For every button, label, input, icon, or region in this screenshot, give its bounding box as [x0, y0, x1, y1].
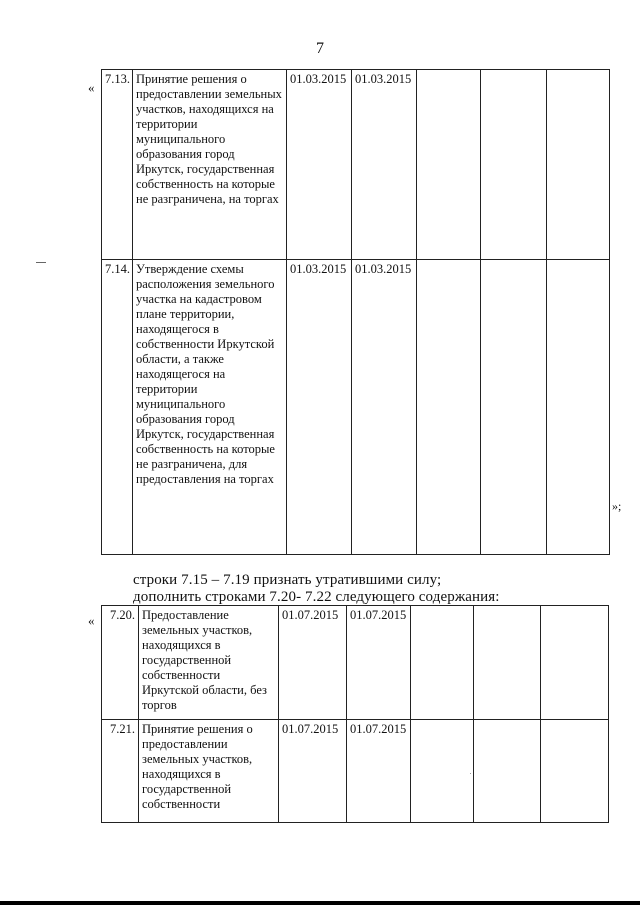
end-date: 01.03.2015	[352, 260, 417, 555]
table-row-7-20	[102, 606, 609, 720]
service-name: Принятие решения о предоставлении земельных участков, находящихся в государственной собственности	[139, 720, 279, 823]
empty-cell	[474, 606, 541, 720]
row-number: 7.14.	[102, 260, 133, 555]
table-rows-7-13-7-14	[101, 69, 610, 555]
empty-cell	[541, 720, 609, 823]
closing-quote-mark: »;	[612, 499, 622, 513]
scan-speck	[470, 773, 471, 774]
page-number: 7	[316, 40, 324, 57]
empty-cell	[417, 70, 481, 260]
end-date: 01.07.2015	[347, 606, 411, 720]
service-name: Принятие решения о предоставлении земельных участков, находящихся на территории муниципального образования город Иркутск, государственная собственность на которые не разграничена, на торгах	[133, 70, 287, 260]
instruction-line-1: строки 7.15 – 7.19 признать утратившими силу;	[133, 572, 442, 588]
empty-cell	[481, 70, 547, 260]
scan-edge-bar	[0, 901, 640, 905]
start-date: 01.03.2015	[287, 260, 352, 555]
table-row-7-14	[102, 260, 610, 555]
empty-cell	[547, 260, 610, 555]
service-name: Утверждение схемы расположения земельного участка на кадастровом плане территории, находящегося в собственности Иркутской области, а также находящегося на территории муниципального образования город Иркутск, государственная собственность на которые не разграничена, для предоставления на торгах	[133, 260, 287, 555]
table-rows-7-20-7-21	[101, 605, 609, 823]
table-row-7-21	[102, 720, 609, 823]
row-number: 7.21.	[102, 720, 139, 823]
empty-cell	[411, 606, 474, 720]
margin-mark	[36, 262, 46, 263]
empty-cell	[474, 720, 541, 823]
row-number: 7.13.	[102, 70, 133, 260]
start-date: 01.07.2015	[279, 606, 347, 720]
end-date: 01.03.2015	[352, 70, 417, 260]
start-date: 01.07.2015	[279, 720, 347, 823]
empty-cell	[481, 260, 547, 555]
empty-cell	[547, 70, 610, 260]
start-date: 01.03.2015	[287, 70, 352, 260]
empty-cell	[541, 606, 609, 720]
opening-quote-mark: «	[88, 80, 95, 95]
empty-cell	[411, 720, 474, 823]
opening-quote-mark-2: «	[88, 613, 95, 628]
instruction-line-2: дополнить строками 7.20- 7.22 следующего содержания:	[133, 589, 500, 605]
row-number: 7.20.	[102, 606, 139, 720]
empty-cell	[417, 260, 481, 555]
service-name: Предоставление земельных участков, находящихся в государственной собственности Иркутской области, без торгов	[139, 606, 279, 720]
end-date: 01.07.2015	[347, 720, 411, 823]
table-row-7-13	[102, 70, 610, 260]
